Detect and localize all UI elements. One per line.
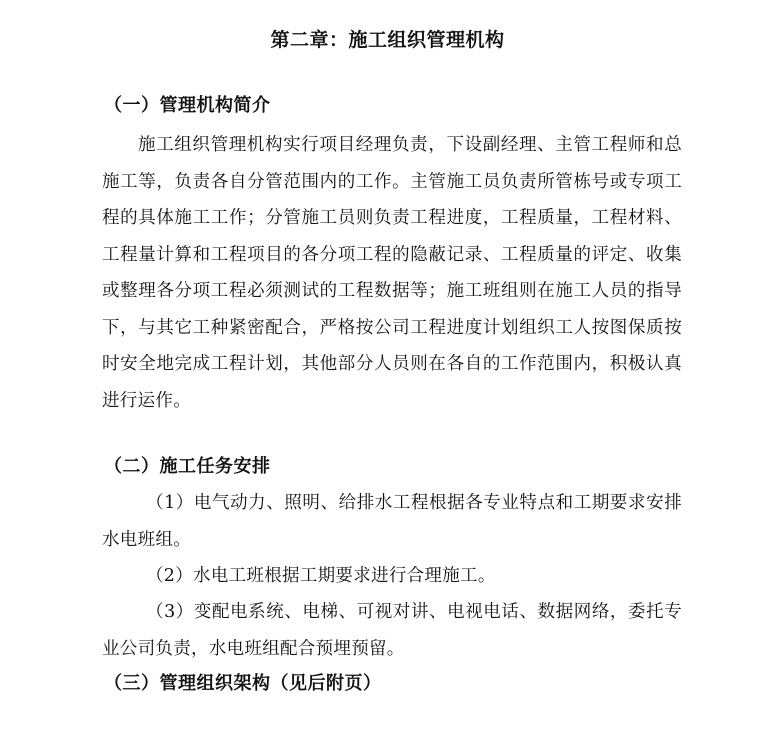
- paragraph-task-item-2: （2）水电工班根据工期要求进行合理施工。: [146, 566, 496, 586]
- paragraph-management-intro: 施工组织管理机构实行项目经理负责，下设副经理、主管工程师和总施工等，负责各自分管范围内的工作。主管施工员负责所管栋号或专项工程的具体施工工作；分管施工员则负责工程进度，工程质量，工程材料、工程量计算和工程项目的各分项工程的隐蔽记录、工程质量的评定、收集或整理各分项工程必须测试的工程数据等；施工班组则在施工人员的指导下，与其它工种紧密配合，严格按公司工程进度计划组织工人按图保质按时安全地完成工程计划，其他部分人员则在各自的工作范围内，积极认真进行运作。: [102, 135, 682, 411]
- paragraph-task-item-1: （1）电气动力、照明、给排水工程根据各专业特点和工期要求安排水电班组。: [102, 493, 682, 550]
- chapter-title: 第二章：施工组织管理机构: [270, 29, 505, 51]
- section-heading-org-structure: （三）管理组织架构（见后附页）: [104, 673, 382, 694]
- paragraph-task-item-3: （3）变配电系统、电梯、可视对讲、电视电话、数据网络，委托专业公司负责，水电班组配合预埋预留。: [102, 602, 682, 659]
- section-heading-management-intro: （一）管理机构简介: [104, 95, 271, 116]
- section-heading-task-arrangement: （二）施工任务安排: [104, 456, 271, 477]
